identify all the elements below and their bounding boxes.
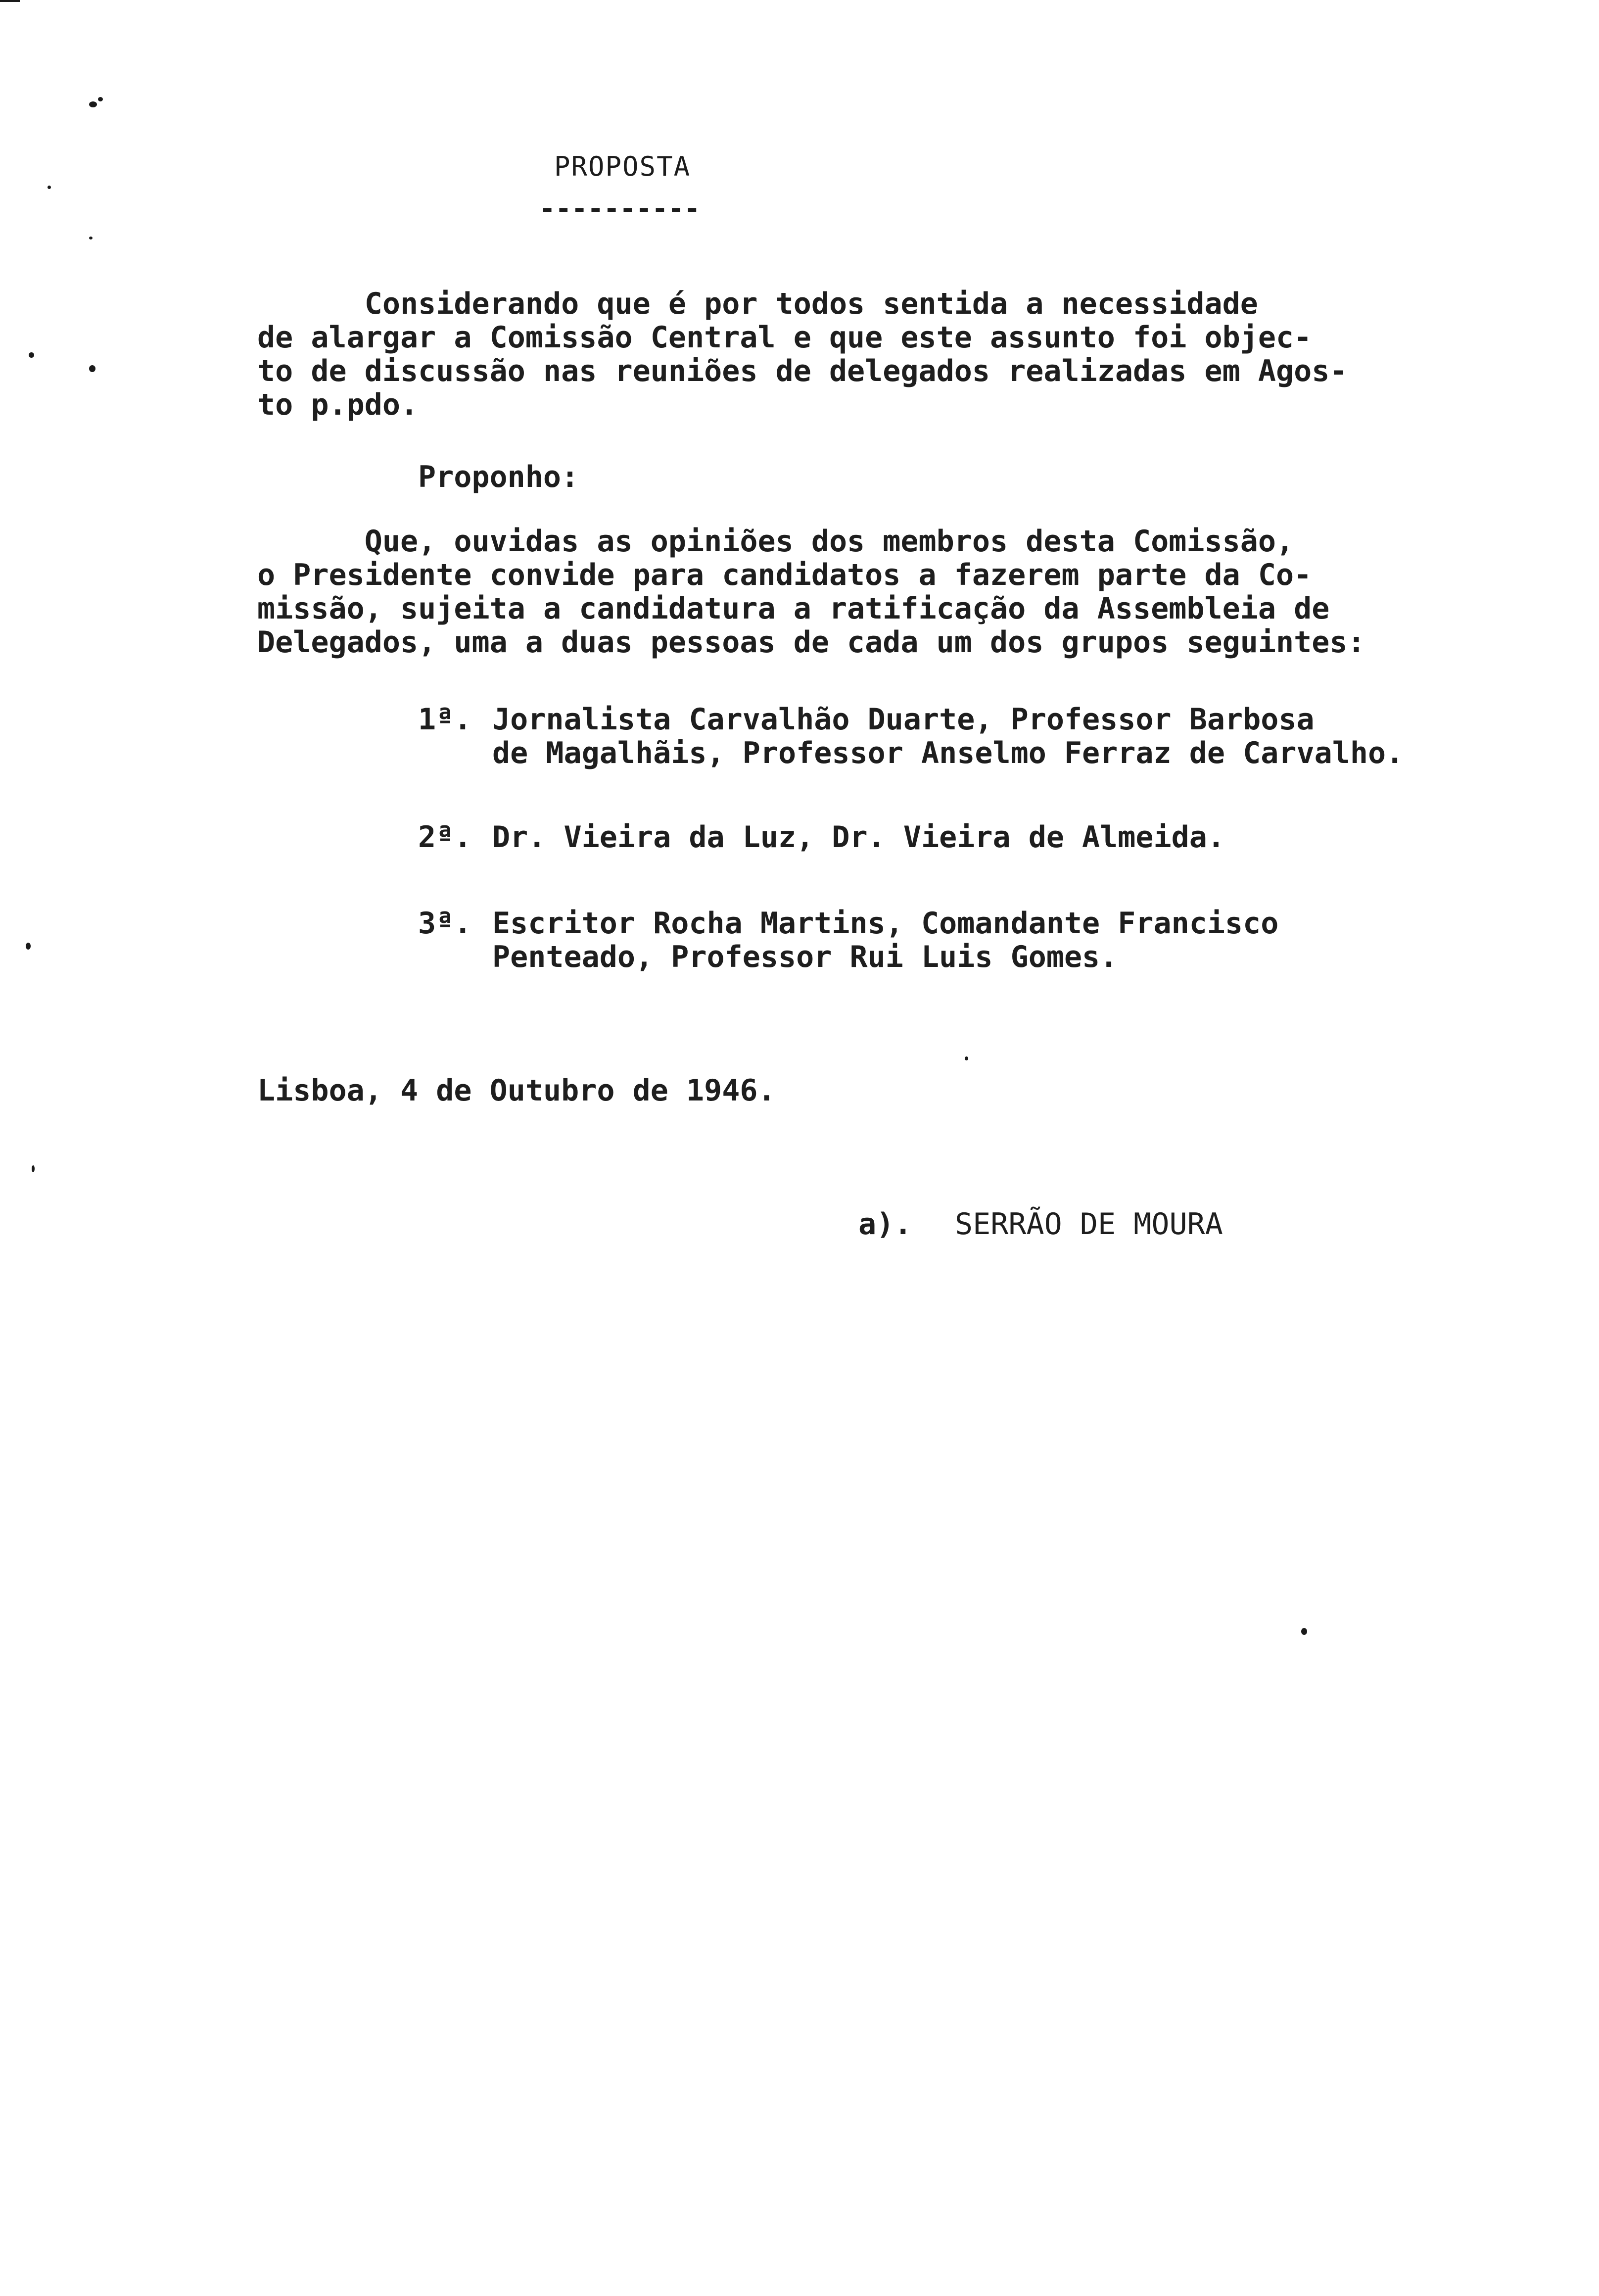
paragraph-line: de alargar a Comissão Central e que este assunto foi objec- — [257, 320, 1312, 355]
list-item-line: de Magalhãis, Professor Anselmo Ferraz de Carvalho. — [492, 736, 1404, 770]
title-underline: ---------- — [539, 193, 701, 224]
paragraph-que — [257, 525, 1365, 659]
list-item-text — [492, 703, 1404, 770]
scan-speck — [98, 97, 103, 101]
paragraph-line: Que, ouvidas as opiniões dos membros desta Comissão, — [257, 524, 1294, 559]
list-item-2 — [418, 820, 1225, 854]
place-date: Lisboa, 4 de Outubro de 1946. — [257, 1073, 776, 1108]
paragraph-line: Considerando que é por todos sentida a necessidade — [257, 287, 1258, 321]
list-item-1 — [418, 703, 1404, 770]
list-item-text — [492, 820, 1225, 854]
scan-speck — [32, 1165, 35, 1172]
list-item-line: Penteado, Professor Rui Luis Gomes. — [492, 940, 1118, 974]
list-item-line: Dr. Vieira da Luz, Dr. Vieira de Almeida. — [492, 820, 1225, 855]
scan-speck — [89, 101, 97, 107]
signature-prefix: a). — [858, 1207, 912, 1242]
paragraph-line: to p.pdo. — [257, 387, 419, 422]
signature-name: SERRÃO DE MOURA — [955, 1207, 1223, 1242]
paragraph-line: Delegados, uma a duas pessoas de cada um dos grupos seguintes: — [257, 625, 1365, 660]
scan-speck — [26, 943, 31, 950]
scan-speck — [89, 237, 93, 239]
paragraph-line: to de discussão nas reuniões de delegados realizadas em Agos- — [257, 354, 1348, 388]
scan-speck — [29, 352, 34, 358]
paragraph-line: missão, sujeita a candidatura a ratificação da Assembleia de — [257, 591, 1330, 626]
scan-speck — [965, 1056, 968, 1060]
list-item-number: 3ª. — [418, 906, 472, 941]
paragraph-line: o Presidente convide para candidatos a fazerem parte da Co- — [257, 558, 1312, 592]
list-item-text — [492, 907, 1278, 974]
scan-speck — [47, 186, 51, 189]
list-item-line: Jornalista Carvalhão Duarte, Professor Barbosa — [492, 702, 1315, 737]
scan-speck — [1301, 1628, 1307, 1635]
scan-speck — [89, 365, 95, 372]
scan-speck — [0, 0, 20, 2]
list-item-number: 1ª. — [418, 702, 472, 737]
list-item-3 — [418, 907, 1278, 974]
list-item-number: 2ª. — [418, 820, 472, 855]
paragraph-considerando — [257, 287, 1348, 422]
proponho-heading: Proponho: — [418, 460, 579, 494]
document-title: PROPOSTA — [554, 151, 691, 182]
list-item-line: Escritor Rocha Martins, Comandante Francisco — [492, 906, 1279, 941]
